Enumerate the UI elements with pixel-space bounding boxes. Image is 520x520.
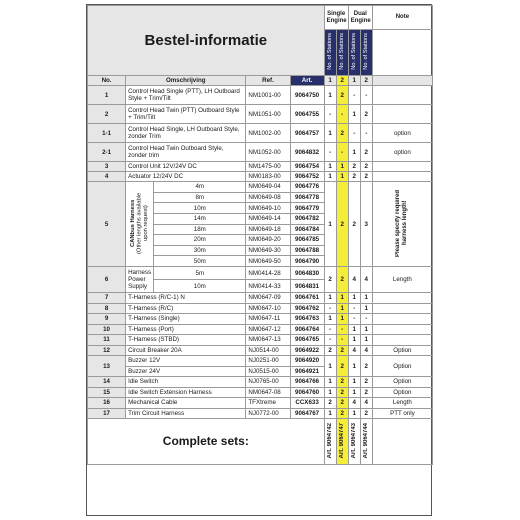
row-s1: 1 (324, 377, 336, 388)
canbus-row (88, 182, 433, 193)
row-s2: - (336, 105, 348, 124)
row-desc: Control Head Single, LH Outboard Style, zonder Trim (126, 124, 246, 143)
row-s2: - (336, 335, 348, 346)
row-art: 9064763 (290, 314, 324, 325)
row-ref: NJ0765-00 (246, 377, 290, 388)
row-d1: 1 (348, 408, 360, 419)
canbus-ref: NM0649-04 (246, 182, 290, 193)
complete-set-d2: Art. 9064744 (360, 419, 372, 465)
canbus-art: 9064790 (290, 256, 324, 267)
row-ref: NM1001-00 (246, 86, 290, 105)
col-d1: 1 (348, 76, 360, 86)
row-d2: 2 (360, 105, 372, 124)
row-s2: 1 (336, 162, 348, 172)
buzzer-note: Option (372, 356, 432, 377)
row-s1: - (324, 335, 336, 346)
row-no: 8 (88, 303, 126, 314)
row-ref: NM0647-10 (246, 303, 290, 314)
row-art: 9064765 (290, 335, 324, 346)
row-no: 7 (88, 293, 126, 304)
canbus-length: 18m (154, 224, 246, 235)
row-note (372, 303, 432, 314)
row-ref: NM0647-09 (246, 293, 290, 304)
row-s2: - (336, 143, 348, 162)
row-d1: - (348, 124, 360, 143)
row-no: 2 (88, 105, 126, 124)
row-note: Option (372, 377, 432, 388)
row-no: 11 (88, 335, 126, 346)
row-desc: Circuit Breaker 20A (126, 345, 246, 356)
canbus-d2: 3 (360, 182, 372, 267)
power-d1: 4 (348, 267, 360, 293)
row-note (372, 293, 432, 304)
row-no: 9 (88, 314, 126, 325)
table-row (88, 408, 433, 419)
row-no: 1-1 (88, 124, 126, 143)
row-ref: NM1002-00 (246, 124, 290, 143)
row-note (372, 162, 432, 172)
canbus-length: 8m (154, 192, 246, 203)
canbus-s1: 1 (324, 182, 336, 267)
buzzer-desc: Buzzer 24V (126, 366, 246, 377)
buzzer-art: 9064920 (290, 356, 324, 367)
canbus-ref: NM0649-30 (246, 245, 290, 256)
canbus-label (126, 182, 154, 267)
col-d2: 2 (360, 76, 372, 86)
row-ref: NM1052-00 (246, 143, 290, 162)
row-no: 4 (88, 172, 126, 182)
complete-set-s2: Art. 9064747 (336, 419, 348, 465)
row-desc: Control Unit 12V/24V DC (126, 162, 246, 172)
row-s1: 1 (324, 172, 336, 182)
canbus-length: 10m (154, 203, 246, 214)
row-s2: 2 (336, 377, 348, 388)
row-desc: T-Harness (R/C) (126, 303, 246, 314)
table-row (88, 324, 433, 335)
row-d2: - (360, 86, 372, 105)
row-art: 9064757 (290, 124, 324, 143)
row-no: 17 (88, 408, 126, 419)
buzzer-ref: NJ0251-00 (246, 356, 290, 367)
buzzer-s2: 2 (336, 356, 348, 377)
power-row (88, 267, 433, 280)
row-s2: 2 (336, 345, 348, 356)
complete-sets-note (372, 419, 432, 465)
header-engine-row (88, 6, 433, 30)
canbus-ref: NM0649-50 (246, 256, 290, 267)
row-s2: 2 (336, 408, 348, 419)
row-art: 9064760 (290, 387, 324, 398)
row-d1: 1 (348, 105, 360, 124)
row-desc: T-Harness (STBD) (126, 335, 246, 346)
row-d1: 2 (348, 172, 360, 182)
canbus-ref: NM0649-10 (246, 203, 290, 214)
canbus-art: 9064788 (290, 245, 324, 256)
row-desc: Control Head Twin Outboard Style, zonder trim (126, 143, 246, 162)
table-row (88, 314, 433, 325)
row-art: 9064754 (290, 162, 324, 172)
row-note (372, 105, 432, 124)
row-d2: 2 (360, 387, 372, 398)
canbus-s2: 2 (336, 182, 348, 267)
buzzer-ref: NJ0515-00 (246, 366, 290, 377)
row-d1: - (348, 314, 360, 325)
table-row (88, 398, 433, 409)
row-s2: 1 (336, 303, 348, 314)
row-desc: Idle Switch Extension Harness (126, 387, 246, 398)
power-art: 9064831 (290, 280, 324, 293)
row-art: 9064764 (290, 324, 324, 335)
row-d1: 1 (348, 335, 360, 346)
row-no: 2-1 (88, 143, 126, 162)
row-desc: T-Harness (Single) (126, 314, 246, 325)
col-art: Art. (290, 76, 324, 86)
row-note (372, 86, 432, 105)
row-s1: 1 (324, 86, 336, 105)
row-desc: T-Harness (R/C-1) N (126, 293, 246, 304)
row-s1: - (324, 143, 336, 162)
row-d2: 1 (360, 293, 372, 304)
row-d1: 1 (348, 143, 360, 162)
row-d2: 1 (360, 335, 372, 346)
table-row (88, 293, 433, 304)
row-s2: 2 (336, 124, 348, 143)
canbus-ref: NM0649-20 (246, 235, 290, 246)
table-row (88, 124, 433, 143)
row-art: 9064761 (290, 293, 324, 304)
canbus-art: 9064784 (290, 224, 324, 235)
canbus-sublabel: (Other lengths available upon request) (136, 192, 149, 254)
single-engine-header: Single Engine (324, 6, 348, 30)
column-header-row (88, 76, 433, 86)
dual-engine-header: Dual Engine (348, 6, 372, 30)
col-no: No. (88, 76, 126, 86)
row-d2: 2 (360, 162, 372, 172)
row-d1: 1 (348, 387, 360, 398)
canbus-ref: NM0649-18 (246, 224, 290, 235)
row-s2: 2 (336, 86, 348, 105)
row-note: option (372, 124, 432, 143)
row-no: 15 (88, 387, 126, 398)
table-row (88, 303, 433, 314)
row-d1: 1 (348, 377, 360, 388)
row-desc: T-Harness (Port) (126, 324, 246, 335)
table-row (88, 377, 433, 388)
row-d1: 2 (348, 162, 360, 172)
buzzer-d1: 1 (348, 356, 360, 377)
row-note (372, 335, 432, 346)
row-ref: NM0647-11 (246, 314, 290, 325)
row-desc: Mechanical Cable (126, 398, 246, 409)
row-d2: 4 (360, 345, 372, 356)
table-row (88, 162, 433, 172)
row-art: 9064767 (290, 408, 324, 419)
row-s1: 2 (324, 345, 336, 356)
row-art: 9064755 (290, 105, 324, 124)
row-art: 9064752 (290, 172, 324, 182)
row-ref: NM0647-13 (246, 335, 290, 346)
canbus-art: 9064778 (290, 192, 324, 203)
row-ref: NM0647-12 (246, 324, 290, 335)
row-d2: 2 (360, 172, 372, 182)
row-d1: 4 (348, 398, 360, 409)
row-d2: - (360, 124, 372, 143)
row-art: 9064750 (290, 86, 324, 105)
row-art: 9064762 (290, 303, 324, 314)
table-row (88, 345, 433, 356)
row-d2: 1 (360, 324, 372, 335)
row-s2: 2 (336, 398, 348, 409)
stations-label-s1: No. of Stations (324, 30, 336, 76)
power-length: 10m (154, 280, 246, 293)
row-note (372, 324, 432, 335)
row-art: 9064832 (290, 143, 324, 162)
row-d1: - (348, 303, 360, 314)
row-ref: NJ0514-00 (246, 345, 290, 356)
table-row (88, 105, 433, 124)
row-ref: NM1475-00 (246, 162, 290, 172)
row-art: CCX633 (290, 398, 324, 409)
row-ref: NJ0772-00 (246, 408, 290, 419)
row-s2: 1 (336, 293, 348, 304)
power-label: Harness Power Supply (126, 267, 154, 293)
canbus-length: 4m (154, 182, 246, 193)
power-s2: 2 (336, 267, 348, 293)
row-no: 16 (88, 398, 126, 409)
power-art: 9064830 (290, 267, 324, 280)
stations-label-s2: No. of Stations (336, 30, 348, 76)
row-s1: 1 (324, 124, 336, 143)
table-row (88, 387, 433, 398)
row-s2: - (336, 324, 348, 335)
canbus-ref: NM0649-08 (246, 192, 290, 203)
power-s1: 2 (324, 267, 336, 293)
row-art: 9064766 (290, 377, 324, 388)
row-s1: 1 (324, 314, 336, 325)
power-note: Length (372, 267, 432, 293)
row-ref: NM0647-08 (246, 387, 290, 398)
power-ref: NM0414-33 (246, 280, 290, 293)
row-s1: - (324, 303, 336, 314)
row-s1: 1 (324, 408, 336, 419)
row-s1: 1 (324, 162, 336, 172)
buzzer-row (88, 356, 433, 367)
row-note: Option (372, 345, 432, 356)
stations-label-d1: No. of Stations (348, 30, 360, 76)
row-note (372, 314, 432, 325)
row-desc: Control Head Twin (PTT) Outboard Style + Trim/Tilt (126, 105, 246, 124)
row-s2: 2 (336, 387, 348, 398)
row-d2: 2 (360, 377, 372, 388)
col-s2: 2 (336, 76, 348, 86)
canbus-d1: 2 (348, 182, 360, 267)
canbus-length: 20m (154, 235, 246, 246)
row-ref: NM0183-00 (246, 172, 290, 182)
row-no: 6 (88, 267, 126, 293)
row-d1: - (348, 86, 360, 105)
complete-set-d1: Art. 9064743 (348, 419, 360, 465)
note-header-blank (372, 30, 432, 76)
canbus-note: Please specify required harness length! (372, 182, 432, 267)
complete-sets-row (88, 419, 433, 465)
canbus-ref: NM0649-14 (246, 213, 290, 224)
row-note: option (372, 143, 432, 162)
col-desc: Omschrijving (126, 76, 246, 86)
buzzer-d2: 2 (360, 356, 372, 377)
buzzer-s1: 1 (324, 356, 336, 377)
row-s1: 1 (324, 293, 336, 304)
note-header: Note (372, 6, 432, 30)
row-s1: - (324, 324, 336, 335)
row-desc: Actuator 12/24V DC (126, 172, 246, 182)
canbus-length: 14m (154, 213, 246, 224)
row-d1: 1 (348, 324, 360, 335)
col-note (372, 76, 432, 86)
canbus-art: 9064782 (290, 213, 324, 224)
power-d2: 4 (360, 267, 372, 293)
row-no: 10 (88, 324, 126, 335)
row-note (372, 172, 432, 182)
row-d2: 1 (360, 303, 372, 314)
row-note: Option (372, 387, 432, 398)
table-row (88, 143, 433, 162)
row-no: 12 (88, 345, 126, 356)
row-d2: 2 (360, 408, 372, 419)
row-no: 3 (88, 162, 126, 172)
row-note: Length (372, 398, 432, 409)
power-length: 5m (154, 267, 246, 280)
col-ref: Ref. (246, 76, 290, 86)
row-s2: 1 (336, 172, 348, 182)
row-d2: 4 (360, 398, 372, 409)
canbus-length: 30m (154, 245, 246, 256)
row-d1: 1 (348, 293, 360, 304)
row-s2: 1 (336, 314, 348, 325)
row-s1: 1 (324, 387, 336, 398)
row-s1: 2 (324, 398, 336, 409)
canbus-art: 9064785 (290, 235, 324, 246)
row-ref: TFXtreme (246, 398, 290, 409)
stations-label-d2: No. of Stations (360, 30, 372, 76)
complete-sets-label: Complete sets: (88, 419, 325, 465)
row-no: 1 (88, 86, 126, 105)
row-desc: Trim Circuit Harness (126, 408, 246, 419)
row-d2: 2 (360, 143, 372, 162)
canbus-title: CANbus Harness (129, 199, 136, 247)
row-d1: 4 (348, 345, 360, 356)
row-no: 5 (88, 182, 126, 267)
canbus-art: 9064779 (290, 203, 324, 214)
table-row (88, 172, 433, 182)
power-ref: NM0414-28 (246, 267, 290, 280)
row-note: PTT only (372, 408, 432, 419)
canbus-art: 9064776 (290, 182, 324, 193)
row-art: 9064922 (290, 345, 324, 356)
row-desc: Idle Switch (126, 377, 246, 388)
page-title: Bestel-informatie (88, 6, 325, 76)
complete-set-s1: Art. 9064742 (324, 419, 336, 465)
row-desc: Control Head Single (PTT), LH Outboard Style + Trim/Tilt (126, 86, 246, 105)
col-s1: 1 (324, 76, 336, 86)
buzzer-desc: Buzzer 12V (126, 356, 246, 367)
order-info-sheet (86, 4, 432, 516)
canbus-length: 50m (154, 256, 246, 267)
row-s1: - (324, 105, 336, 124)
order-table (87, 5, 433, 465)
row-d2: - (360, 314, 372, 325)
table-row (88, 86, 433, 105)
row-no: 13 (88, 356, 126, 377)
table-row (88, 335, 433, 346)
row-ref: NM1051-00 (246, 105, 290, 124)
row-no: 14 (88, 377, 126, 388)
buzzer-art: 9064921 (290, 366, 324, 377)
